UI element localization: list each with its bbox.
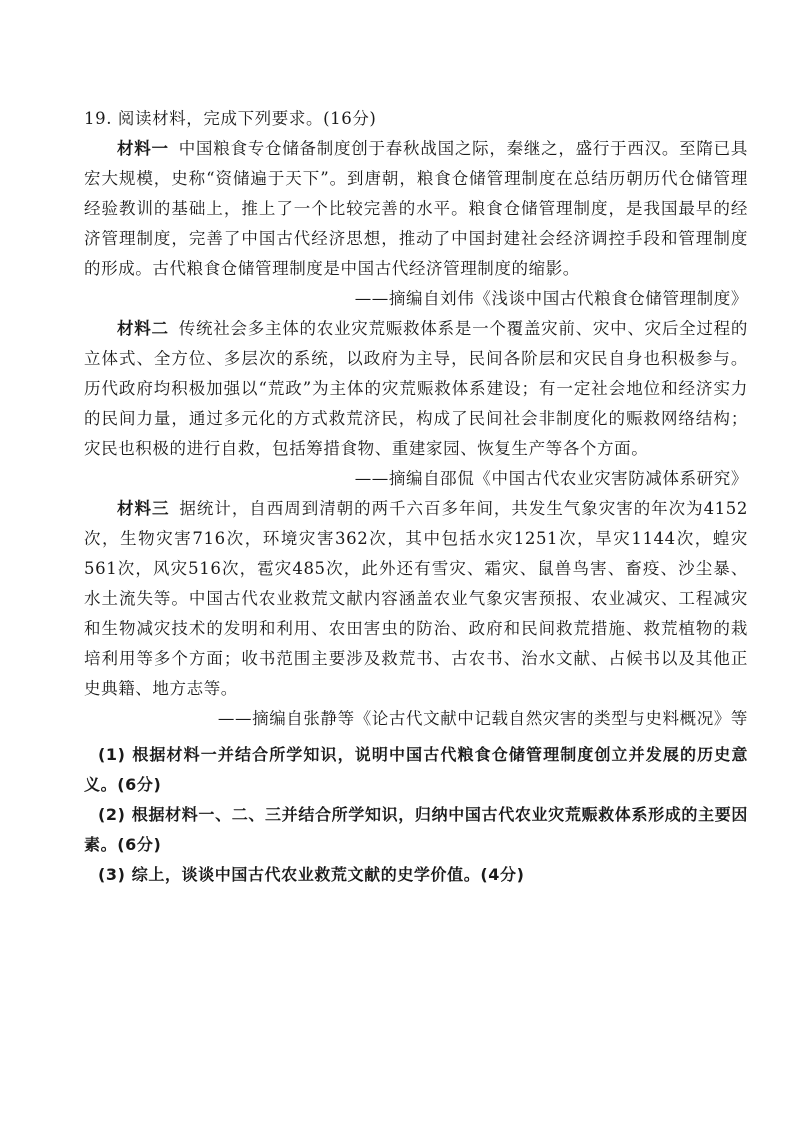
material-3-source: ——摘编自张静等《论古代文献中记载自然灾害的类型与史料概况》等 [217, 709, 748, 728]
material-3 [84, 494, 748, 704]
material-2-label: 材料二 [117, 319, 169, 338]
material-3-text: 据统计，自西周到清朝的两千六百多年间，共发生气象灾害的年次为4152次，生物灾害716次，环境灾害362次，其中包括水灾1251次，旱灾1144次，蝗灾561次，风灾516次，雹灾485次，此外还有雪灾、霜灾、鼠兽鸟害、畜疫、沙尘暴、水土流失等。中国古代农业救荒文献内容涵盖农业气象灾害预报、农业减灾、工程减灾和生物减灾技术的发明和利用、农田害虫的防治、政府和民间救荒措施、救荒植物的栽培利用等多个方面；收书范围主要涉及救荒书、古农书、治水文献、占候书以及其他正史典籍、地方志等。 [84, 499, 748, 698]
material-2-source: ——摘编自邵侃《中国古代农业灾害防减体系研究》 [354, 469, 748, 488]
material-1-text: 中国粮食专仓储备制度创于春秋战国之际，秦继之，盛行于西汉。至隋已具宏大规模，史称“资储遍于天下”。到唐朝，粮食仓储管理制度在总结历朝历代仓储管理经验教训的基础上，推上了一个比较完善的水平。粮食仓储管理制度，是我国最早的经济管理制度，完善了中国古代经济思想，推动了中国封建社会经济调控手段和管理制度的形成。古代粮食仓储管理制度是中国古代经济管理制度的缩影。 [84, 139, 748, 278]
material-2-text: 传统社会多主体的农业灾荒赈救体系是一个覆盖灾前、灾中、灾后全过程的立体式、全方位、多层次的系统，以政府为主导，民间各阶层和灾民自身也积极参与。历代政府均积极加强以“荒政”为主体的灾荒赈救体系建设；有一定社会地位和经济实力的民间力量，通过多元化的方式救荒济民，构成了民间社会非制度化的赈救网络结构；灾民也积极的进行自救，包括筹措食物、重建家园、恢复生产等各个方面。 [84, 319, 748, 458]
question-header: 19. 阅读材料，完成下列要求。(16分) [84, 109, 377, 128]
exam-question-19 [84, 104, 748, 890]
material-2 [84, 314, 748, 464]
sub-question-2: (2) 根据材料一、二、三并结合所学知识，归纳中国古代农业灾荒赈救体系形成的主要因素。(6分) [84, 805, 748, 854]
material-3-label: 材料三 [117, 499, 170, 518]
material-1 [84, 134, 748, 284]
material-1-source: ——摘编自刘伟《浅谈中国古代粮食仓储管理制度》 [354, 289, 748, 308]
sub-question-3: (3) 综上，谈谈中国古代农业救荒文献的史学价值。(4分) [98, 865, 525, 884]
material-1-label: 材料一 [117, 139, 169, 158]
sub-question-1: (1) 根据材料一并结合所学知识，说明中国古代粮食仓储管理制度创立并发展的历史意义。(6分) [84, 745, 748, 794]
